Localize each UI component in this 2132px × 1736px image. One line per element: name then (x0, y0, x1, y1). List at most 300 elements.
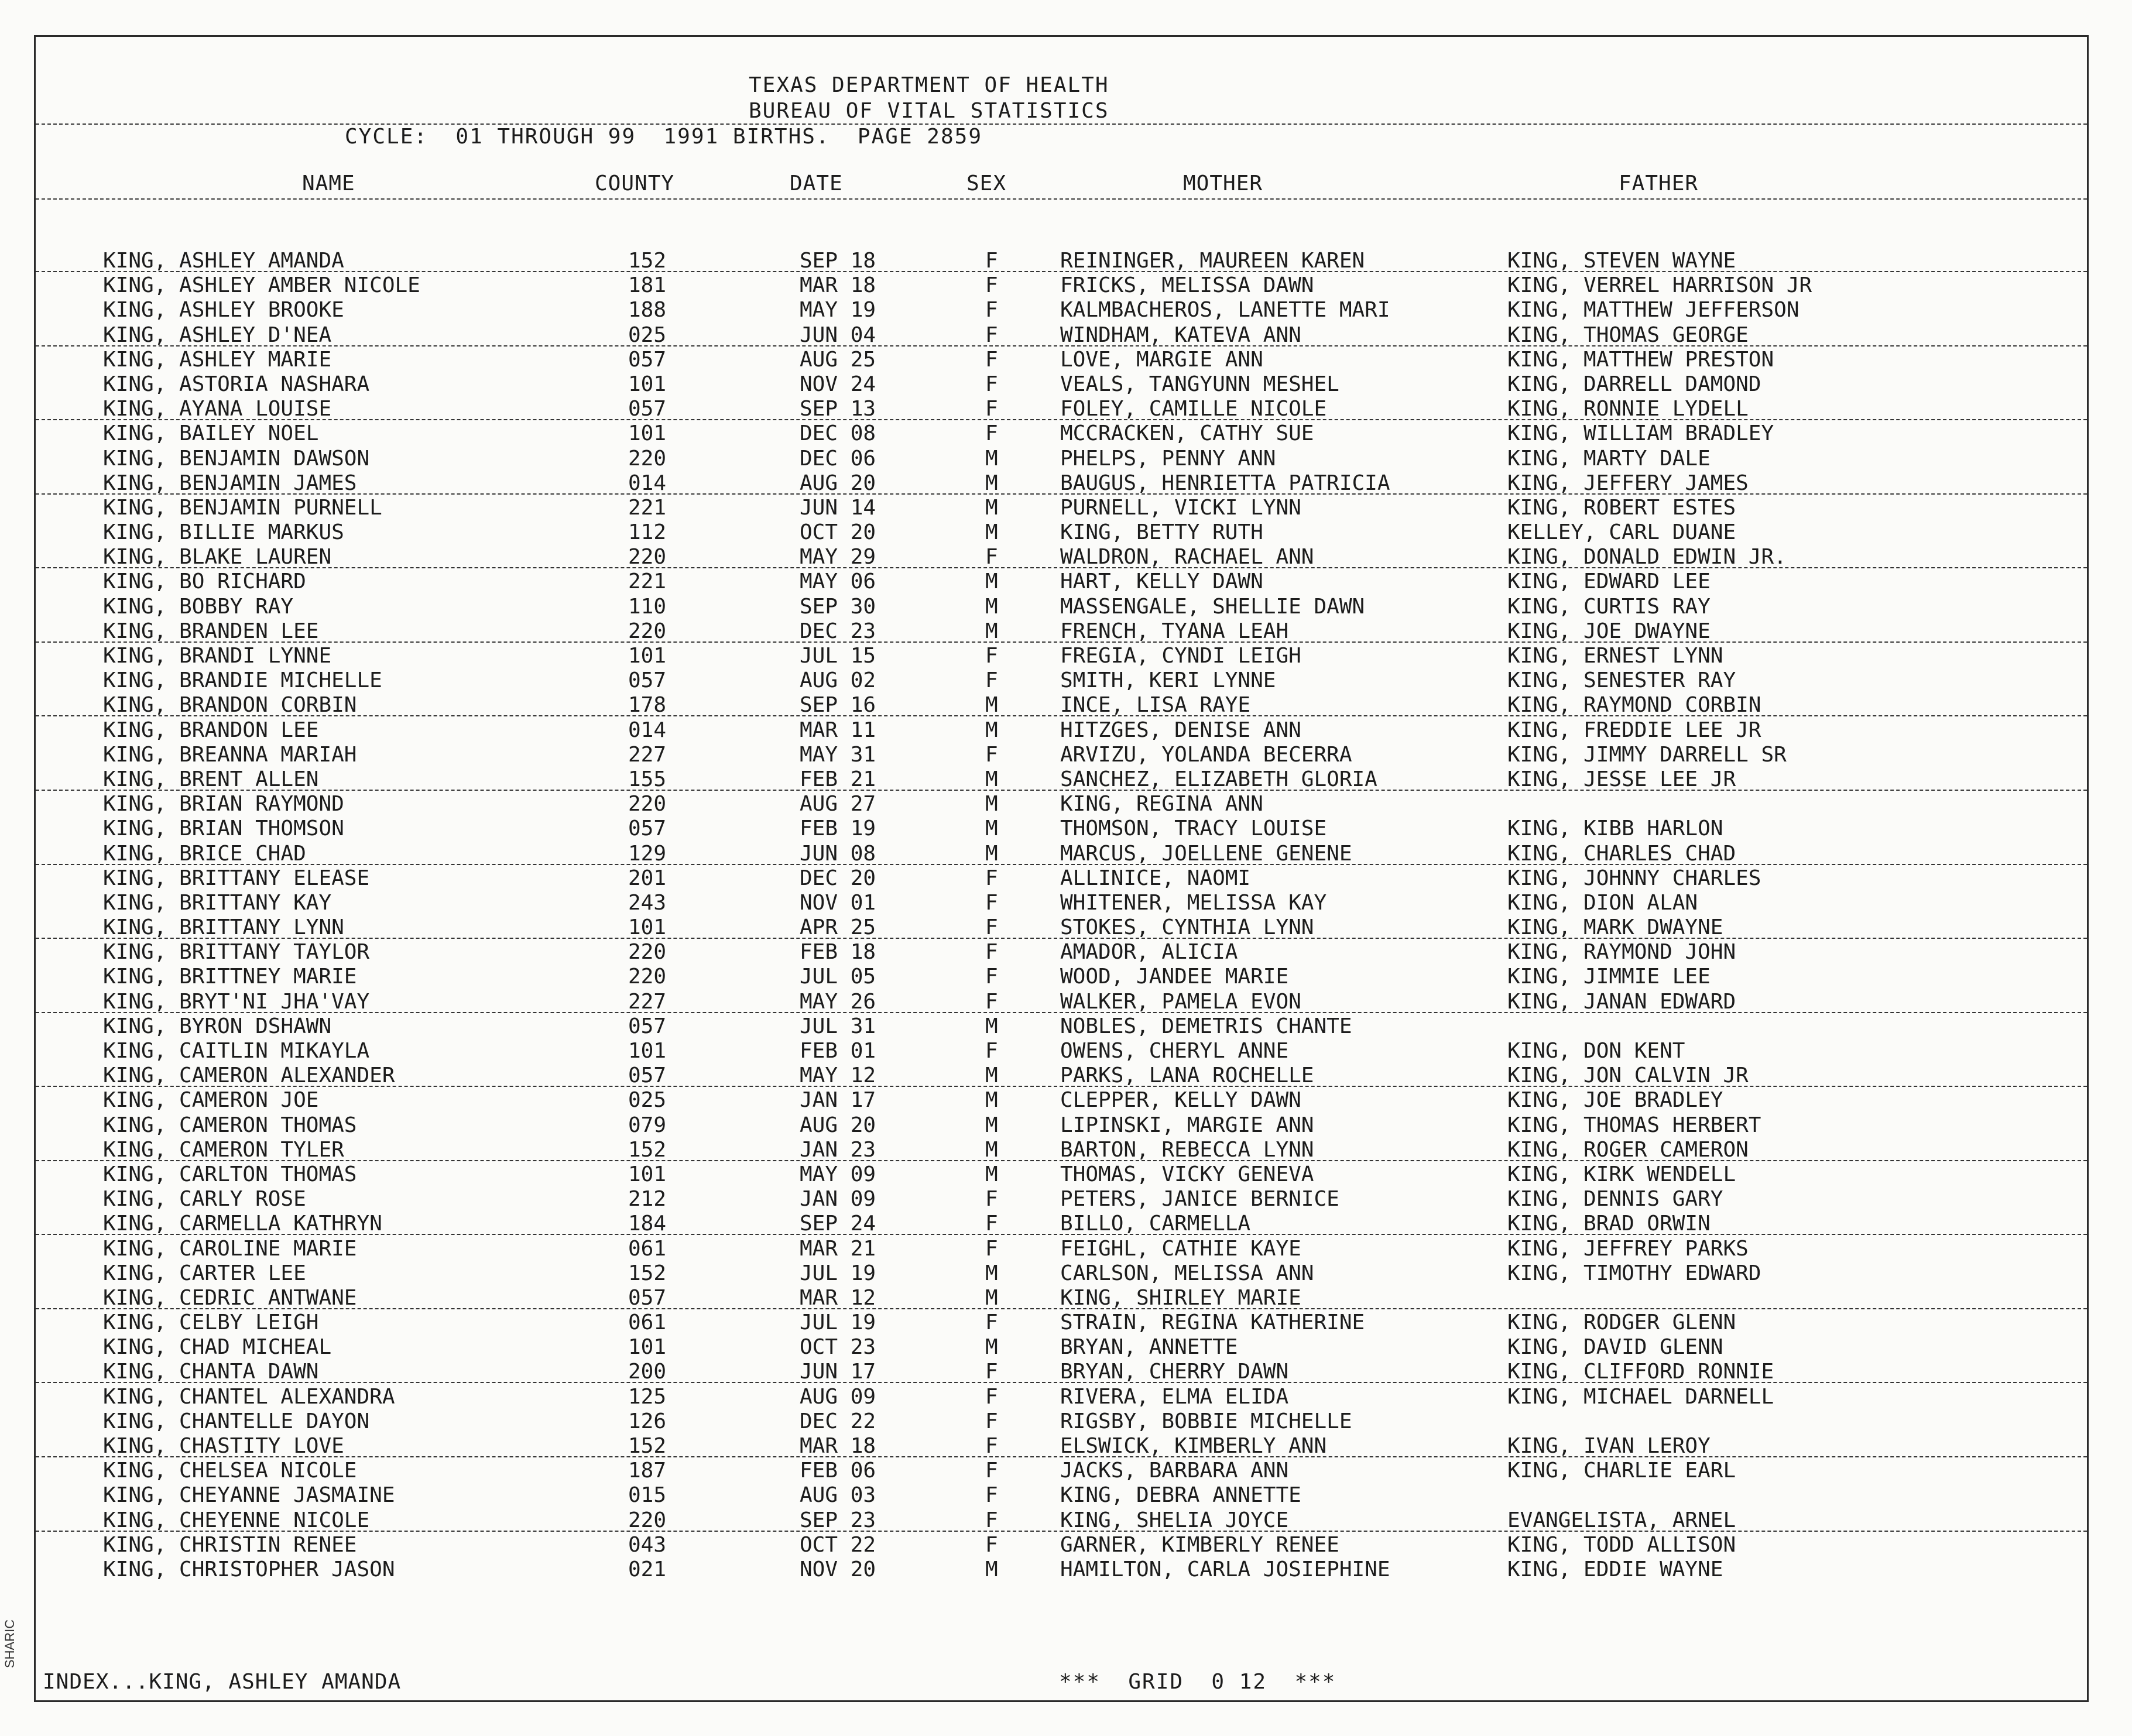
record-date: JUN 08 (800, 841, 876, 866)
record-father: KING, JON CALVIN JR (1507, 1063, 1749, 1088)
record-father: KING, DAVID GLENN (1507, 1335, 1723, 1360)
record-father: KING, MATTHEW PRESTON (1507, 347, 1774, 372)
record-date: FEB 06 (800, 1459, 876, 1483)
record-name: KING, BRIAN THOMSON (103, 816, 344, 841)
record-row (36, 249, 2087, 273)
record-date: MAY 31 (800, 742, 876, 767)
record-county: 126 (628, 1409, 667, 1433)
record-name: KING, BENJAMIN DAWSON (103, 446, 370, 471)
record-row (36, 743, 2087, 767)
record-sex: M (985, 767, 998, 791)
record-county: 112 (628, 520, 667, 545)
record-mother: ELSWICK, KIMBERLY ANN (1060, 1434, 1327, 1458)
record-sex: F (985, 1434, 998, 1458)
record-county: 125 (628, 1384, 667, 1409)
record-row (36, 298, 2087, 323)
record-county: 220 (628, 792, 667, 816)
record-row (36, 891, 2087, 915)
record-name: KING, ASHLEY MARIE (103, 347, 332, 372)
record-county: 152 (628, 249, 667, 273)
record-name: KING, BAILEY NOEL (103, 421, 319, 446)
record-mother: THOMSON, TRACY LOUISE (1060, 816, 1327, 841)
record-row (36, 1508, 2087, 1533)
record-name: KING, BYRON DSHAWN (103, 1014, 332, 1038)
record-father: KING, JEFFERY JAMES (1507, 471, 1749, 495)
record-father: KING, MARTY DALE (1507, 446, 1711, 471)
record-father: KING, ROBERT ESTES (1507, 495, 1736, 520)
record-father: KING, JOE BRADLEY (1507, 1088, 1723, 1113)
record-date: MAY 19 (800, 298, 876, 323)
record-name: KING, BILLIE MARKUS (103, 520, 344, 545)
record-sex: M (985, 520, 998, 545)
record-father: KING, KIRK WENDELL (1507, 1162, 1736, 1186)
record-row (36, 520, 2087, 545)
record-county: 184 (628, 1212, 667, 1236)
record-name: KING, BRITTANY ELEASE (103, 866, 370, 890)
record-mother: FREGIA, CYNDI LEIGH (1060, 644, 1301, 668)
record-name: KING, CELBY LEIGH (103, 1310, 319, 1335)
record-mother: MASSENGALE, SHELLIE DAWN (1060, 594, 1365, 619)
record-sex: M (985, 1063, 998, 1088)
record-father: KING, JOHNNY CHARLES (1507, 866, 1761, 890)
record-county: 061 (628, 1310, 667, 1335)
record-sex: F (985, 397, 998, 421)
record-row (36, 471, 2087, 496)
record-name: KING, CHANTEL ALEXANDRA (103, 1384, 395, 1409)
record-county: 152 (628, 1434, 667, 1458)
record-row (36, 496, 2087, 520)
record-date: JUL 05 (800, 965, 876, 989)
record-name: KING, CHRISTIN RENEE (103, 1532, 357, 1557)
record-row (36, 372, 2087, 397)
record-date: AUG 20 (800, 1113, 876, 1137)
record-row (36, 866, 2087, 891)
record-sex: M (985, 619, 998, 643)
record-sex: F (985, 1039, 998, 1063)
record-sex: M (985, 1557, 998, 1581)
record-sex: M (985, 495, 998, 520)
record-date: MAY 09 (800, 1162, 876, 1186)
record-name: KING, BRITTANY KAY (103, 890, 332, 915)
record-date: SEP 13 (800, 397, 876, 421)
record-name: KING, CHANTELLE DAYON (103, 1409, 370, 1433)
record-mother: FRENCH, TYANA LEAH (1060, 619, 1289, 643)
record-row (36, 940, 2087, 965)
record-name: KING, BENJAMIN JAMES (103, 471, 357, 495)
record-sex: F (985, 1310, 998, 1335)
record-county: 101 (628, 421, 667, 446)
record-sex: M (985, 1335, 998, 1360)
record-mother: MARCUS, JOELLENE GENENE (1060, 841, 1352, 866)
record-county: 057 (628, 1285, 667, 1310)
record-father: KING, ERNEST LYNN (1507, 644, 1723, 668)
record-row (36, 1434, 2087, 1459)
column-header-county: COUNTY (595, 171, 675, 195)
record-row (36, 693, 2087, 718)
record-row (36, 323, 2087, 348)
record-father: KING, JIMMIE LEE (1507, 965, 1711, 989)
record-date: APR 25 (800, 915, 876, 940)
record-row (36, 1557, 2087, 1582)
record-mother: GARNER, KIMBERLY RENEE (1060, 1532, 1339, 1557)
record-name: KING, CHRISTOPHER JASON (103, 1557, 395, 1581)
record-county: 043 (628, 1532, 667, 1557)
record-date: JUN 14 (800, 495, 876, 520)
record-date: MAR 21 (800, 1236, 876, 1261)
record-mother: THOMAS, VICKY GENEVA (1060, 1162, 1314, 1186)
record-mother: HAMILTON, CARLA JOSIEPHINE (1060, 1557, 1390, 1581)
record-mother: FOLEY, CAMILLE NICOLE (1060, 397, 1327, 421)
record-sex: M (985, 693, 998, 718)
record-father: KING, CLIFFORD RONNIE (1507, 1360, 1774, 1384)
report-page (34, 35, 2089, 1702)
record-mother: JACKS, BARBARA ANN (1060, 1459, 1289, 1483)
record-date: MAR 18 (800, 273, 876, 298)
record-row (36, 1039, 2087, 1063)
record-name: KING, CHAD MICHEAL (103, 1335, 332, 1360)
record-county: 227 (628, 989, 667, 1014)
record-mother: KALMBACHEROS, LANETTE MARI (1060, 298, 1390, 323)
record-row (36, 965, 2087, 989)
record-row (36, 1063, 2087, 1088)
record-name: KING, BRANDON LEE (103, 718, 319, 742)
record-sex: F (985, 347, 998, 372)
record-father: KING, RAYMOND JOHN (1507, 940, 1736, 965)
record-sex: F (985, 1360, 998, 1384)
record-sex: F (985, 644, 998, 668)
record-date: JUL 31 (800, 1014, 876, 1038)
record-mother: BRYAN, CHERRY DAWN (1060, 1360, 1289, 1384)
record-father: KING, JOE DWAYNE (1507, 619, 1711, 643)
record-mother: HART, KELLY DAWN (1060, 569, 1263, 594)
record-father: KING, KIBB HARLON (1507, 816, 1723, 841)
record-date: OCT 23 (800, 1335, 876, 1360)
record-date: JUL 19 (800, 1261, 876, 1285)
record-sex: F (985, 298, 998, 323)
record-name: KING, BOBBY RAY (103, 594, 294, 619)
record-name: KING, CAMERON JOE (103, 1088, 319, 1113)
record-father: KING, EDDIE WAYNE (1507, 1557, 1723, 1581)
record-county: 129 (628, 841, 667, 866)
record-name: KING, BRITTANY TAYLOR (103, 940, 370, 965)
record-row (36, 1459, 2087, 1483)
record-name: KING, BRICE CHAD (103, 841, 306, 866)
record-date: FEB 18 (800, 940, 876, 965)
record-date: MAY 26 (800, 989, 876, 1014)
column-header-father: FATHER (1619, 171, 1699, 195)
record-father: KING, RODGER GLENN (1507, 1310, 1736, 1335)
record-county: 220 (628, 940, 667, 965)
record-county: 021 (628, 1557, 667, 1581)
record-name: KING, CAMERON THOMAS (103, 1113, 357, 1137)
column-header-rule (36, 198, 2087, 200)
record-county: 200 (628, 1360, 667, 1384)
record-name: KING, BRITTNEY MARIE (103, 965, 357, 989)
record-row (36, 1533, 2087, 1557)
record-sex: F (985, 890, 998, 915)
record-county: 220 (628, 965, 667, 989)
record-name: KING, BRIAN RAYMOND (103, 792, 344, 816)
record-sex: F (985, 249, 998, 273)
record-sex: F (985, 1483, 998, 1508)
record-father: KING, CURTIS RAY (1507, 594, 1711, 619)
record-mother: PURNELL, VICKI LYNN (1060, 495, 1301, 520)
cycle-line: CYCLE: 01 THROUGH 99 1991 BIRTHS. PAGE 2859 (345, 125, 982, 149)
record-county: 152 (628, 1261, 667, 1285)
record-mother: VEALS, TANGYUNN MESHEL (1060, 372, 1339, 396)
record-row (36, 767, 2087, 792)
record-name: KING, ASHLEY AMBER NICOLE (103, 273, 420, 298)
record-county: 057 (628, 397, 667, 421)
record-row (36, 792, 2087, 816)
record-row (36, 397, 2087, 421)
record-name: KING, CHASTITY LOVE (103, 1434, 344, 1458)
record-mother: FEIGHL, CATHIE KAYE (1060, 1236, 1301, 1261)
record-name: KING, CHEYENNE NICOLE (103, 1508, 370, 1532)
record-county: 101 (628, 1335, 667, 1360)
record-mother: WINDHAM, KATEVA ANN (1060, 323, 1301, 347)
record-sex: M (985, 446, 998, 471)
record-county: 178 (628, 693, 667, 718)
record-date: AUG 03 (800, 1483, 876, 1508)
record-father: KING, STEVEN WAYNE (1507, 249, 1736, 273)
record-date: DEC 22 (800, 1409, 876, 1433)
record-date: MAY 29 (800, 545, 876, 569)
record-date: MAR 12 (800, 1285, 876, 1310)
record-row (36, 1335, 2087, 1360)
record-date: FEB 01 (800, 1039, 876, 1063)
record-name: KING, ASTORIA NASHARA (103, 372, 370, 396)
record-father: KING, WILLIAM BRADLEY (1507, 421, 1774, 446)
record-name: KING, AYANA LOUISE (103, 397, 332, 421)
record-mother: PETERS, JANICE BERNICE (1060, 1187, 1339, 1212)
record-father: KING, TODD ALLISON (1507, 1532, 1736, 1557)
record-name: KING, CHANTA DAWN (103, 1360, 319, 1384)
record-county: 152 (628, 1137, 667, 1162)
record-mother: CARLSON, MELISSA ANN (1060, 1261, 1314, 1285)
record-mother: KING, SHELIA JOYCE (1060, 1508, 1289, 1532)
record-father: KING, EDWARD LEE (1507, 569, 1711, 594)
record-date: JAN 17 (800, 1088, 876, 1113)
record-row (36, 1286, 2087, 1310)
record-county: 014 (628, 471, 667, 495)
record-row (36, 718, 2087, 743)
record-row (36, 668, 2087, 693)
record-mother: BAUGUS, HENRIETTA PATRICIA (1060, 471, 1390, 495)
record-row (36, 447, 2087, 471)
record-father: KING, MATTHEW JEFFERSON (1507, 298, 1799, 323)
record-county: 187 (628, 1459, 667, 1483)
record-date: SEP 24 (800, 1212, 876, 1236)
grid-footer: *** GRID 0 12 *** (1059, 1670, 1336, 1694)
record-name: KING, BREANNA MARIAH (103, 742, 357, 767)
record-mother: KING, DEBRA ANNETTE (1060, 1483, 1301, 1508)
record-sex: F (985, 323, 998, 347)
record-county: 057 (628, 816, 667, 841)
record-sex: F (985, 1236, 998, 1261)
record-sex: M (985, 718, 998, 742)
record-date: SEP 18 (800, 249, 876, 273)
record-sex: M (985, 569, 998, 594)
record-row (36, 545, 2087, 569)
record-mother: SANCHEZ, ELIZABETH GLORIA (1060, 767, 1377, 791)
record-row (36, 1360, 2087, 1384)
record-father: KING, MARK DWAYNE (1507, 915, 1723, 940)
record-county: 221 (628, 495, 667, 520)
record-father: KING, DARRELL DAMOND (1507, 372, 1761, 396)
record-sex: F (985, 1409, 998, 1433)
record-date: MAR 11 (800, 718, 876, 742)
record-date: MAY 12 (800, 1063, 876, 1088)
record-mother: KING, SHIRLEY MARIE (1060, 1285, 1301, 1310)
record-county: 057 (628, 668, 667, 693)
record-father: EVANGELISTA, ARNEL (1507, 1508, 1736, 1532)
record-county: 101 (628, 1162, 667, 1186)
record-father: KING, SENESTER RAY (1507, 668, 1736, 693)
record-row (36, 421, 2087, 446)
record-date: DEC 08 (800, 421, 876, 446)
record-father: KING, TIMOTHY EDWARD (1507, 1261, 1761, 1285)
record-county: 110 (628, 594, 667, 619)
record-sex: F (985, 668, 998, 693)
record-date: AUG 25 (800, 347, 876, 372)
record-county: 220 (628, 619, 667, 643)
side-label: SHARIC (2, 1619, 17, 1668)
record-row (36, 644, 2087, 668)
record-row (36, 1138, 2087, 1162)
record-date: JUL 15 (800, 644, 876, 668)
record-row (36, 1385, 2087, 1409)
record-name: KING, BLAKE LAUREN (103, 545, 332, 569)
record-county: 220 (628, 446, 667, 471)
record-father: KING, FREDDIE LEE JR (1507, 718, 1761, 742)
record-father: KING, RAYMOND CORBIN (1507, 693, 1761, 718)
record-sex: F (985, 1212, 998, 1236)
record-father: KING, THOMAS GEORGE (1507, 323, 1749, 347)
record-sex: M (985, 1137, 998, 1162)
record-county: 155 (628, 767, 667, 791)
record-county: 101 (628, 372, 667, 396)
column-header-mother: MOTHER (1183, 171, 1263, 195)
record-sex: F (985, 1508, 998, 1532)
record-date: SEP 16 (800, 693, 876, 718)
record-county: 101 (628, 915, 667, 940)
record-name: KING, ASHLEY D'NEA (103, 323, 332, 347)
record-date: AUG 20 (800, 471, 876, 495)
record-father: KING, MICHAEL DARNELL (1507, 1384, 1774, 1409)
record-date: DEC 06 (800, 446, 876, 471)
record-county: 227 (628, 742, 667, 767)
record-mother: WHITENER, MELISSA KAY (1060, 890, 1327, 915)
record-sex: M (985, 471, 998, 495)
record-name: KING, BRANDIE MICHELLE (103, 668, 382, 693)
record-row (36, 990, 2087, 1014)
record-row (36, 569, 2087, 594)
record-father: KING, BRAD ORWIN (1507, 1212, 1711, 1236)
record-row (36, 1162, 2087, 1187)
record-date: FEB 19 (800, 816, 876, 841)
column-header-sex: SEX (966, 171, 1007, 195)
record-mother: LOVE, MARGIE ANN (1060, 347, 1263, 372)
record-date: MAY 06 (800, 569, 876, 594)
record-date: SEP 23 (800, 1508, 876, 1532)
record-row (36, 915, 2087, 940)
record-county: 057 (628, 1014, 667, 1038)
record-county: 243 (628, 890, 667, 915)
records-list (36, 249, 2087, 1582)
record-county: 015 (628, 1483, 667, 1508)
record-mother: HITZGES, DENISE ANN (1060, 718, 1301, 742)
record-mother: PARKS, LANA ROCHELLE (1060, 1063, 1314, 1088)
record-date: JAN 09 (800, 1187, 876, 1212)
record-name: KING, CAMERON ALEXANDER (103, 1063, 395, 1088)
record-mother: OWENS, CHERYL ANNE (1060, 1039, 1289, 1063)
record-sex: F (985, 940, 998, 965)
record-county: 057 (628, 347, 667, 372)
record-father: KING, THOMAS HERBERT (1507, 1113, 1761, 1137)
record-sex: F (985, 742, 998, 767)
record-mother: LIPINSKI, MARGIE ANN (1060, 1113, 1314, 1137)
record-row (36, 1237, 2087, 1261)
record-name: KING, BRYT'NI JHA'VAY (103, 989, 370, 1014)
record-county: 014 (628, 718, 667, 742)
record-sex: M (985, 1014, 998, 1038)
record-row (36, 1261, 2087, 1286)
record-sex: M (985, 594, 998, 619)
record-date: DEC 23 (800, 619, 876, 643)
record-father: KING, RONNIE LYDELL (1507, 397, 1749, 421)
record-mother: MCCRACKEN, CATHY SUE (1060, 421, 1314, 446)
record-father: KING, JANAN EDWARD (1507, 989, 1736, 1014)
record-mother: ALLINICE, NAOMI (1060, 866, 1251, 890)
record-county: 101 (628, 1039, 667, 1063)
record-father: KING, JEFFREY PARKS (1507, 1236, 1749, 1261)
record-row (36, 595, 2087, 619)
record-row (36, 1187, 2087, 1212)
record-sex: M (985, 1285, 998, 1310)
record-sex: F (985, 866, 998, 890)
record-mother: RIGSBY, BOBBIE MICHELLE (1060, 1409, 1352, 1433)
record-row (36, 1113, 2087, 1138)
record-date: DEC 20 (800, 866, 876, 890)
record-name: KING, CAITLIN MIKAYLA (103, 1039, 370, 1063)
record-mother: STOKES, CYNTHIA LYNN (1060, 915, 1314, 940)
record-sex: F (985, 372, 998, 396)
record-mother: CLEPPER, KELLY DAWN (1060, 1088, 1301, 1113)
record-name: KING, ASHLEY BROOKE (103, 298, 344, 323)
record-father: KELLEY, CARL DUANE (1507, 520, 1736, 545)
record-name: KING, CAROLINE MARIE (103, 1236, 357, 1261)
record-name: KING, CHEYANNE JASMAINE (103, 1483, 395, 1508)
record-name: KING, BRENT ALLEN (103, 767, 319, 791)
record-date: JAN 23 (800, 1137, 876, 1162)
record-row (36, 273, 2087, 298)
record-sex: F (985, 1187, 998, 1212)
record-name: KING, BRITTANY LYNN (103, 915, 344, 940)
record-row (36, 1212, 2087, 1236)
record-sex: F (985, 1459, 998, 1483)
record-sex: M (985, 816, 998, 841)
record-mother: SMITH, KERI LYNNE (1060, 668, 1276, 693)
record-name: KING, CHELSEA NICOLE (103, 1459, 357, 1483)
record-date: OCT 20 (800, 520, 876, 545)
header-rule (36, 123, 2087, 125)
record-mother: NOBLES, DEMETRIS CHANTE (1060, 1014, 1352, 1038)
record-father: KING, DON KENT (1507, 1039, 1685, 1063)
record-county: 220 (628, 545, 667, 569)
agency-title: TEXAS DEPARTMENT OF HEALTH (749, 73, 1109, 97)
record-sex: M (985, 1088, 998, 1113)
